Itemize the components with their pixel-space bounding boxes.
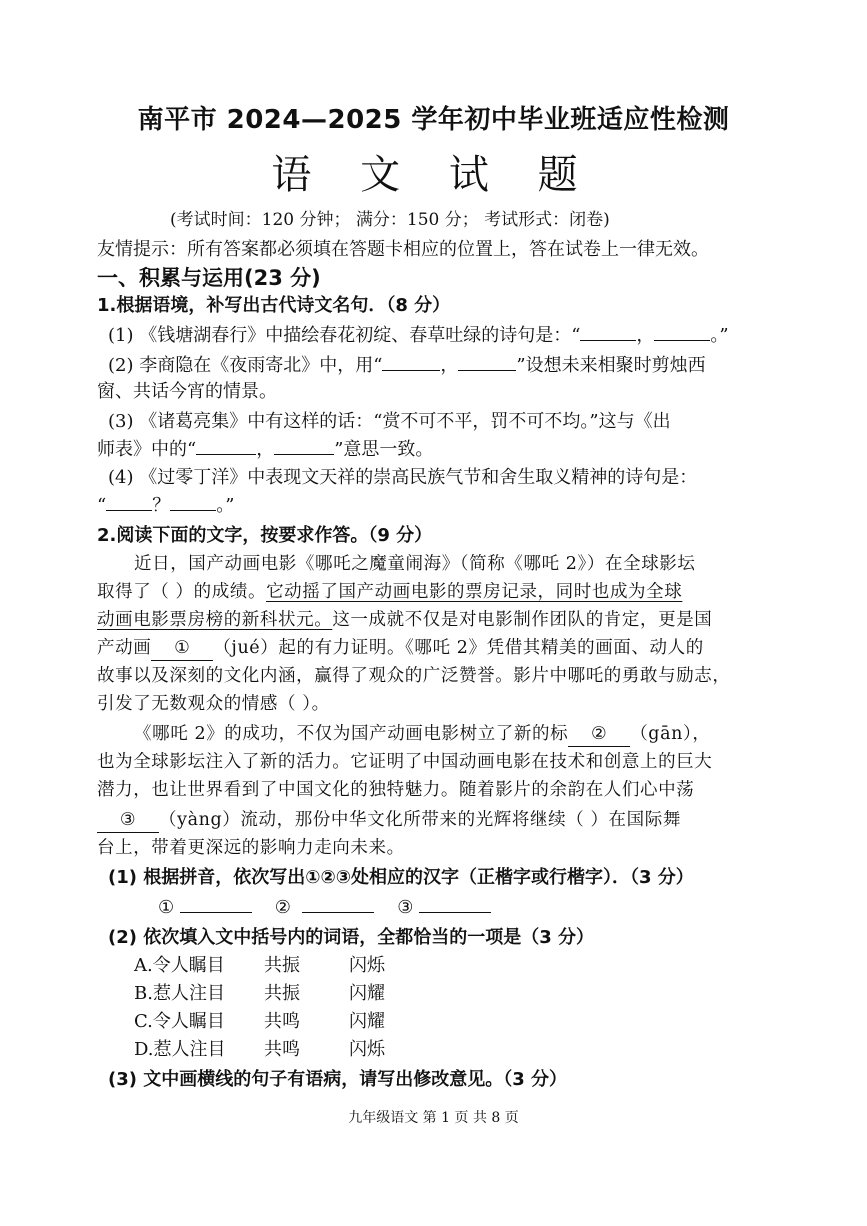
option-a: A.令人瞩目 共振 闪烁: [134, 955, 385, 976]
q1-item-3-cont: 师表》中的“ ， ”意思一致。: [97, 439, 434, 460]
blank-slot-3: ③: [97, 808, 159, 833]
q1-item-4: (4) 《过零丁洋》中表现文天祥的崇高民族气节和舍生取义精神的诗句是：: [108, 467, 698, 488]
underlined-sentence: 动画电影票房榜的新科状元。: [97, 610, 333, 630]
exam-info: (考试时间：120 分钟； 满分：150 分； 考试形式：闭卷): [170, 210, 610, 230]
passage-line: 故事以及深刻的文化内涵，赢得了观众的广泛赞誉。影片中哪吒的勇敢与励志，: [97, 666, 731, 686]
passage-line: 动画电影票房榜的新科状元。这一成就不仅是对电影制作团队的肯定，更是国: [97, 610, 713, 630]
subject-title: 语 文 试 题: [271, 152, 596, 198]
sub-question-1: (1) 根据拼音，依次写出①②③处相应的汉字（正楷字或行楷字）．（3 分）: [108, 867, 694, 888]
q1-item-4-cont: “ ？ 。”: [97, 495, 235, 516]
section-heading: 一、积累与运用(23 分): [97, 266, 321, 290]
passage-line: 《哪吒 2》的成功，不仅为国产动画电影树立了新的标 ② （gān），: [134, 722, 710, 747]
q1-item-2-cont: 窗、共话今宵的情景。: [97, 381, 277, 402]
friendly-tip: 友情提示：所有答案都必须填在答题卡相应的位置上，答在试卷上一律无效。: [97, 239, 709, 260]
passage-line: 潜力，也让世界看到了中国文化的独特魅力。随着影片的余韵在人们心中荡: [97, 780, 695, 800]
passage-line: ③ （yàng）流动，那份中华文化所带来的光辉将继续（ ）在国际舞: [97, 808, 681, 833]
answer-blanks: ① ② ③: [158, 896, 491, 920]
blank-slot-1: ①: [151, 636, 213, 661]
question-2-heading: 2.阅读下面的文字，按要求作答。（9 分）: [97, 525, 433, 546]
passage-line: 近日，国产动画电影《哪吒之魔童闹海》（简称《哪吒 2》）在全球影坛: [134, 554, 696, 574]
option-d: D.惹人注目 共鸣 闪烁: [134, 1039, 385, 1060]
passage-line: 台上，带着更深远的影响力走向未来。: [97, 838, 405, 858]
q1-item-3: (3) 《诸葛亮集》中有这样的话：“赏不可不平，罚不可不均。”这与《出: [108, 411, 671, 432]
passage-line: 也为全球影坛注入了新的活力。它证明了中国动画电影在技术和创意上的巨大: [97, 752, 713, 772]
option-c: C.令人瞩目 共鸣 闪耀: [134, 1011, 385, 1032]
q1-item-1: (1) 《钱塘湖春行》中描绘春花初绽、春草吐绿的诗句是：“ ， 。”: [108, 325, 729, 346]
question-1-heading: 1.根据语境，补写出古代诗文名句．（8 分）: [97, 295, 451, 316]
passage-line: 产动画 ① （jué）起的有力证明。《哪吒 2》凭借其精美的画面、动人的: [97, 636, 704, 661]
sub-question-3: (3) 文中画横线的句子有语病，请写出修改意见。（3 分）: [108, 1069, 568, 1090]
q1-item-2: (2) 李商隐在《夜雨寄北》中，用“ ， ”设想未来相聚时剪烛西: [108, 355, 706, 376]
passage-line: 取得了（ ）的成绩。它动摇了国产动画电影的票房记录，同时也成为全球: [97, 582, 683, 602]
exam-title: 南平市 2024—2025 学年初中毕业班适应性检测: [137, 105, 730, 135]
sub-question-2: (2) 依次填入文中括号内的词语，全都恰当的一项是（3 分）: [108, 927, 595, 948]
underlined-sentence: 它动摇了国产动画电影的票房记录，同时也成为全球: [266, 582, 683, 602]
option-b: B.惹人注目 共振 闪耀: [134, 983, 385, 1004]
passage-line: 引发了无数观众的情感（ ）。: [97, 694, 330, 714]
blank-slot-2: ②: [568, 722, 630, 747]
page-footer: 九年级语文 第 1 页 共 8 页: [348, 1110, 519, 1126]
